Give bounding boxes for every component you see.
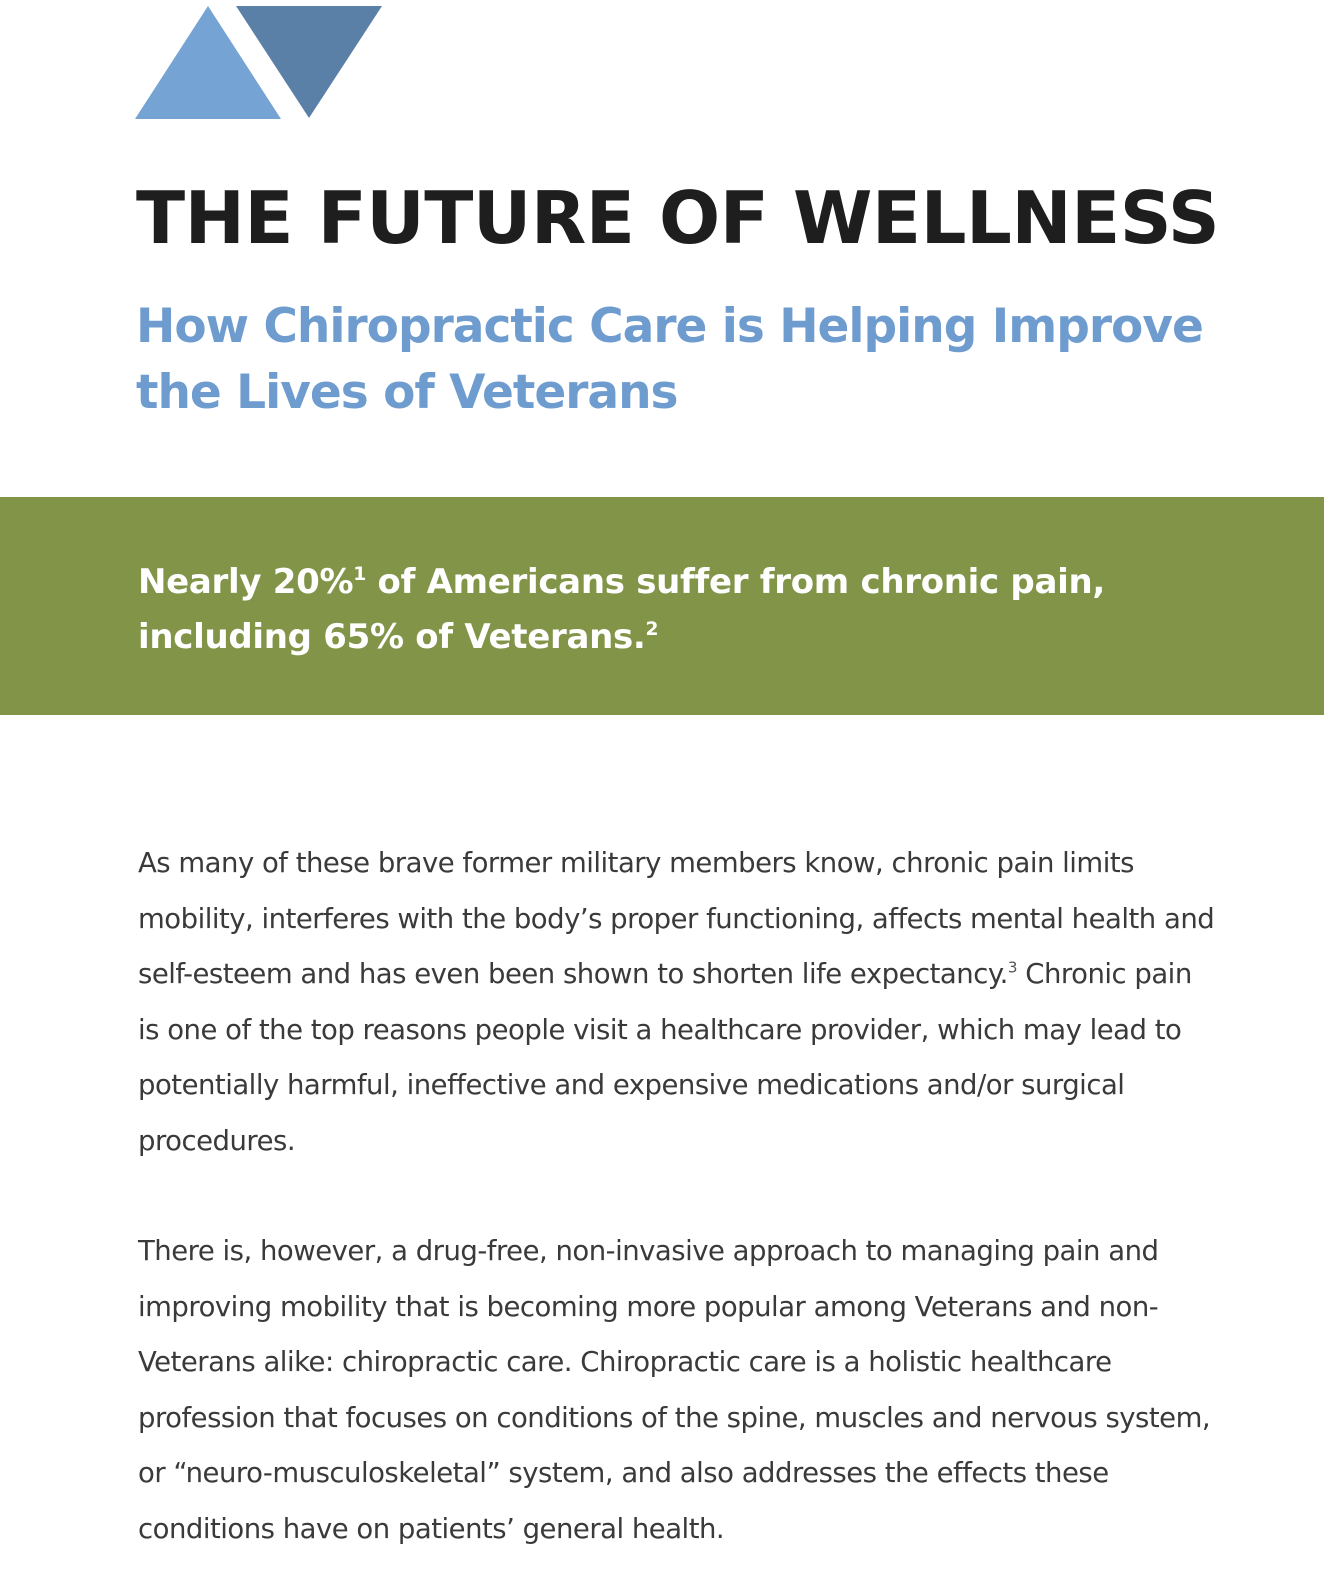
statistic-text-part2: of Americans suffer from chronic pain, including 65% of Veterans. [138, 562, 1105, 657]
page-subtitle: How Chiropractic Care is Helping Improve the Lives of Veterans [136, 299, 1203, 420]
footnote-ref-1: 1 [353, 563, 366, 585]
body-paragraph-1 [138, 836, 1218, 1169]
brand-logo [134, 4, 384, 120]
statistic-banner [0, 497, 1324, 715]
footnote-ref-3: 3 [1007, 958, 1018, 977]
statistic-text-part1: Nearly 20% [138, 562, 354, 602]
page-title: THE FUTURE OF WELLNESS [136, 176, 1220, 260]
body-paragraph-2: There is, however, a drug-free, non-invasive approach to managing pain and improving mobility that is becoming more popular among Veterans and non-Veterans alike: chiropractic care. Chiropractic care is a holistic healthcare profession that focuses on conditions of the spine, muscles and nervous system, or “neuro-musculoskeletal” system, and also addresses the effects these conditions have on patients’ general health. [138, 1235, 1211, 1545]
body-paragraph-1-part2: Chronic pain is one of the top reasons people visit a healthcare provider, which may lead to potentially harmful, ineffective and expensive medications and/or surgical procedures. [138, 958, 1192, 1157]
statistic-text [138, 555, 1258, 665]
body-paragraph-1-part1: As many of these brave former military members know, chronic pain limits mobility, interferes with the body’s proper functioning, affects mental health and self-esteem and has even been shown to shorten life expectancy. [138, 847, 1215, 990]
footnote-ref-2: 2 [645, 618, 659, 640]
